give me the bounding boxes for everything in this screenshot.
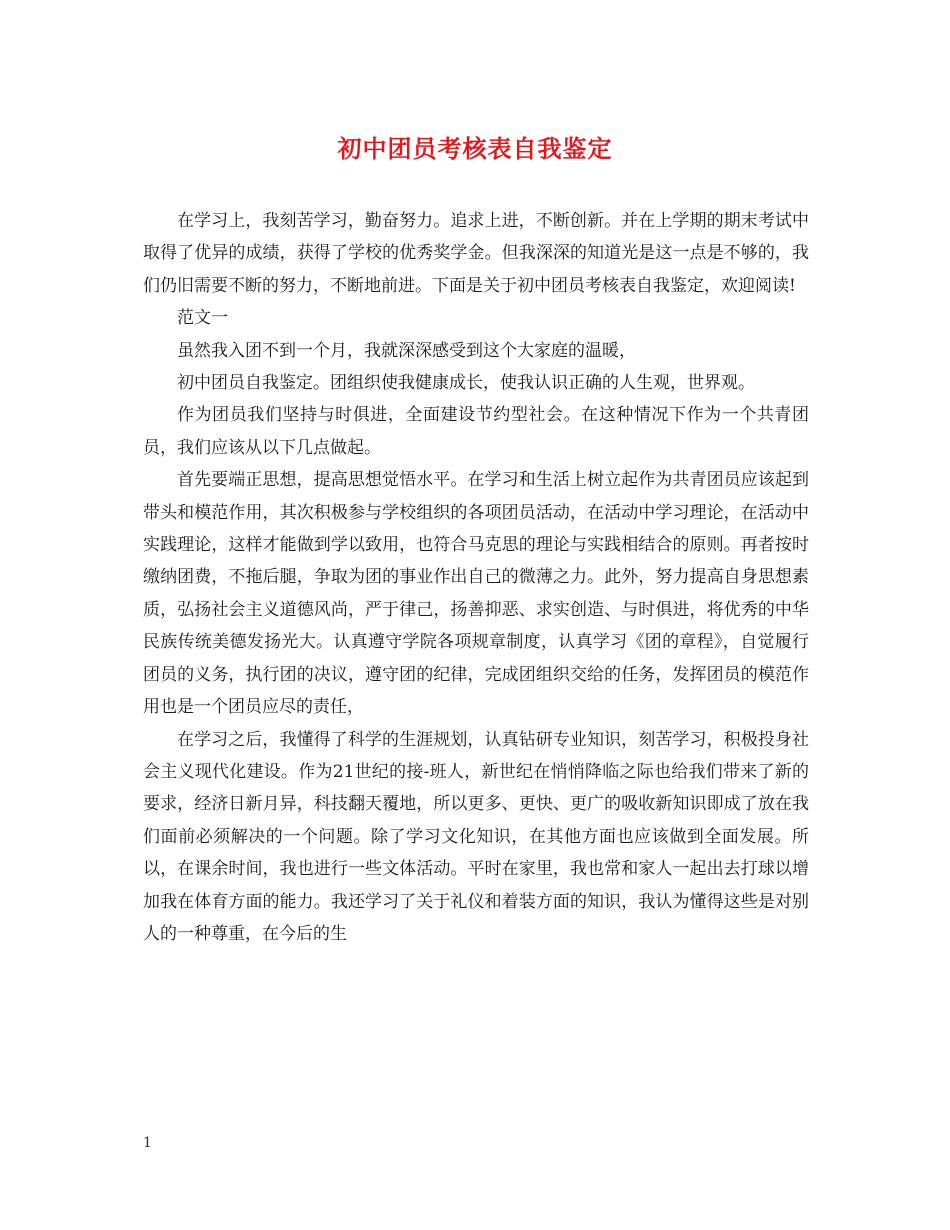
document-title: 初中团员考核表自我鉴定 <box>337 134 613 163</box>
body-paragraph: 虽然我入团不到一个月，我就深深感受到这个大家庭的温暖， <box>177 340 636 361</box>
intro-paragraph: 在学习上，我刻苦学习，勤奋努力。追求上进，不断创新。并在上学期的期末考试中取得了优异的成绩，获得了学校的优秀奖学金。但我深深的知道光是这一点是不够的，我们仍旧需要不断的努力，不断地前进。下面是关于初中团员考核表自我鉴定，欢迎阅读! <box>143 211 809 296</box>
body-paragraph: 在学习之后，我懂得了科学的生涯规划，认真钻研专业知识，刻苦学习，积极投身社会主义现代化建设。作为21世纪的接-班人，新世纪在悄悄降临之际也给我们带来了新的要求，经济日新月异，科技翻天覆地，所以更多、更快、更广的吸收新知识即成了放在我们面前必须解决的一个问题。除了学习文化知识，在其他方面也应该做到全面发展。所以，在课余时间，我也进行一些文体活动。平时在家里，我也常和家人一起出去打球以增加我在体育方面的能力。我还学习了关于礼仪和着装方面的知识，我认为懂得这些是对别人的一种尊重，在今后的生 <box>143 729 809 944</box>
document-body <box>143 205 809 950</box>
body-paragraph: 首先要端正思想，提高思想觉悟水平。在学习和生活上树立起作为共青团员应该起到带头和模范作用，其次积极参与学校组织的各项团员活动，在活动中学习理论，在活动中实践理论，这样才能做到学以致用，也符合马克思的理论与实践相结合的原则。再者按时缴纳团费，不拖后腿，争取为团的事业作出自己的微薄之力。此外，努力提高自身思想素质，弘扬社会主义道德风尚，严于律己，扬善抑恶、求实创造、与时俱进，将优秀的中华民族传统美德发扬光大。认真遵守学院各项规章制度，认真学习《团的章程》，自觉履行团员的义务，执行团的决议，遵守团的纪律，完成团组织交给的任务，发挥团员的模范作用也是一个团员应尽的责任， <box>143 470 809 718</box>
body-paragraph: 作为团员我们坚持与时俱进，全面建设节约型社会。在这种情况下作为一个共青团员，我们应该从以下几点做起。 <box>143 405 809 458</box>
body-paragraph: 初中团员自我鉴定。团组织使我健康成长，使我认识正确的人生观，世界观。 <box>177 373 755 394</box>
page-number: 1 <box>143 1135 152 1151</box>
section-heading: 范文一 <box>177 308 228 329</box>
